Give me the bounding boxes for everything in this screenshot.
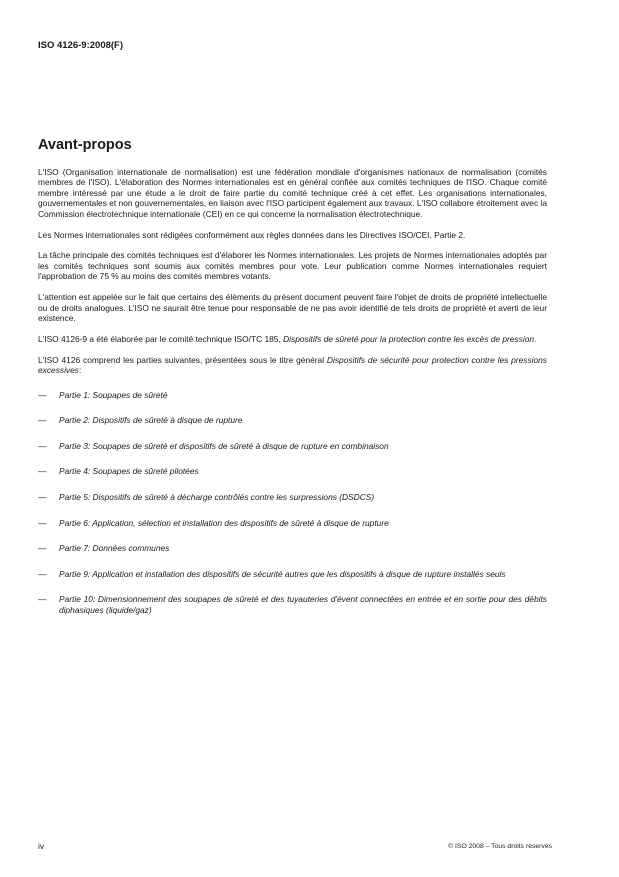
part-label: Partie 7: Données communes [59,543,170,554]
parts-intro-text: L'ISO 4126 comprend les parties suivantes, présentées sous le titre général [38,354,327,365]
paragraph-patent-rights: L'attention est appelée sur le fait que certains des éléments du présent document peuvent faire l'objet de droits de propriété intellectuelle ou de droits analogues. L'ISO ne saurait être tenue pour responsable de ne pas avoir identifié de tels droits de propriété et averti de leur existence. [38,292,547,323]
paragraph-directives: Les Normes internationales sont rédigées conformément aux règles données dans les Directives ISO/CEI, Partie 2. [38,229,466,240]
paragraph-technical-committee [38,334,547,344]
parts-intro-suffix: : [78,365,82,376]
list-item [38,569,547,579]
dash-bullet: — [38,466,47,477]
parts-list [38,390,547,616]
tc-title: Dispositifs de sûreté pour la protection contre les excès de pression [283,333,535,344]
page-number: iv [38,841,45,851]
document-id-header: ISO 4126-9:2008(F) [38,40,124,51]
part-label: Partie 3: Soupapes de sûreté et dispositifs de sûreté à disque de rupture en combinaison [59,440,389,451]
copyright-notice: © ISO 2008 – Tous droits réservés [448,843,552,850]
list-item [38,543,547,553]
dash-bullet: — [38,594,47,605]
part-label: Partie 6: Application, sélection et installation des dispositifs de sûreté à disque de rupture [59,517,389,528]
list-item [38,594,547,615]
part-label: Partie 4: Soupapes de sûreté pilotées [59,466,199,477]
part-label: Partie 9: Application et installation des dispositifs de sécurité autres que les dispositifs à disque de rupture installés seuls [59,568,506,579]
part-label: Partie 1: Soupapes de sûreté [59,389,168,400]
paragraph-committees: La tâche principale des comités techniques est d'élaborer les Normes internationales. Les projets de Normes internationales adoptés par les comités techniques sont soumis aux comités membres pour vote. Leur publication comme Normes internationales requiert l'approbation de 75 % au moins des comités membres votants. [38,250,547,282]
dash-bullet: — [38,491,47,502]
dash-bullet: — [38,568,47,579]
dash-bullet: — [38,517,47,528]
section-title: Avant-propos [38,137,132,153]
paragraph-iso-intro: L'ISO (Organisation internationale de normalisation) est une fédération mondiale d'organismes nationaux de normalisation (comités membres de l'ISO). L'élaboration des Normes internationales est en général confiée aux comités techniques de l'ISO. Chaque comité membre intéressé par une étude a le droit de faire partie du comité technique créé à cet effet. Les organisations internationales, gouvernementales et non gouvernementales, en liaison avec l'ISO participent également aux travaux. L'ISO collabore étroitement avec la Commission électrotechnique internationale (CEI) en ce qui concerne la normalisation électrotechnique. [38,167,547,219]
dash-bullet: — [38,389,47,400]
list-item [38,518,547,528]
part-label: Partie 10: Dimensionnement des soupapes de sûreté et des tuyauteries d'évent connectées en entrée et en sortie pour des débits diphasiques (liquide/gaz) [59,594,547,615]
dash-bullet: — [38,543,47,554]
list-item [38,492,547,502]
list-item [38,415,547,425]
dash-bullet: — [38,415,47,426]
tc-text: L'ISO 4126-9 a été élaborée par le comité technique ISO/TC 185, [38,333,284,344]
part-label: Partie 5: Dispositifs de sûreté à décharge contrôlés contre les surpressions (DSDCS) [59,491,375,502]
foreword-body [38,167,547,630]
dash-bullet: — [38,440,47,451]
paragraph-parts-intro [38,355,547,376]
tc-suffix: . [534,333,537,344]
list-item [38,390,547,400]
list-item [38,466,547,476]
part-label: Partie 2: Dispositifs de sûreté à disque de rupture [59,415,243,426]
parts-general-title: Dispositifs de sécurité pour protection contre les pressions excessives [38,354,547,376]
list-item [38,441,547,451]
